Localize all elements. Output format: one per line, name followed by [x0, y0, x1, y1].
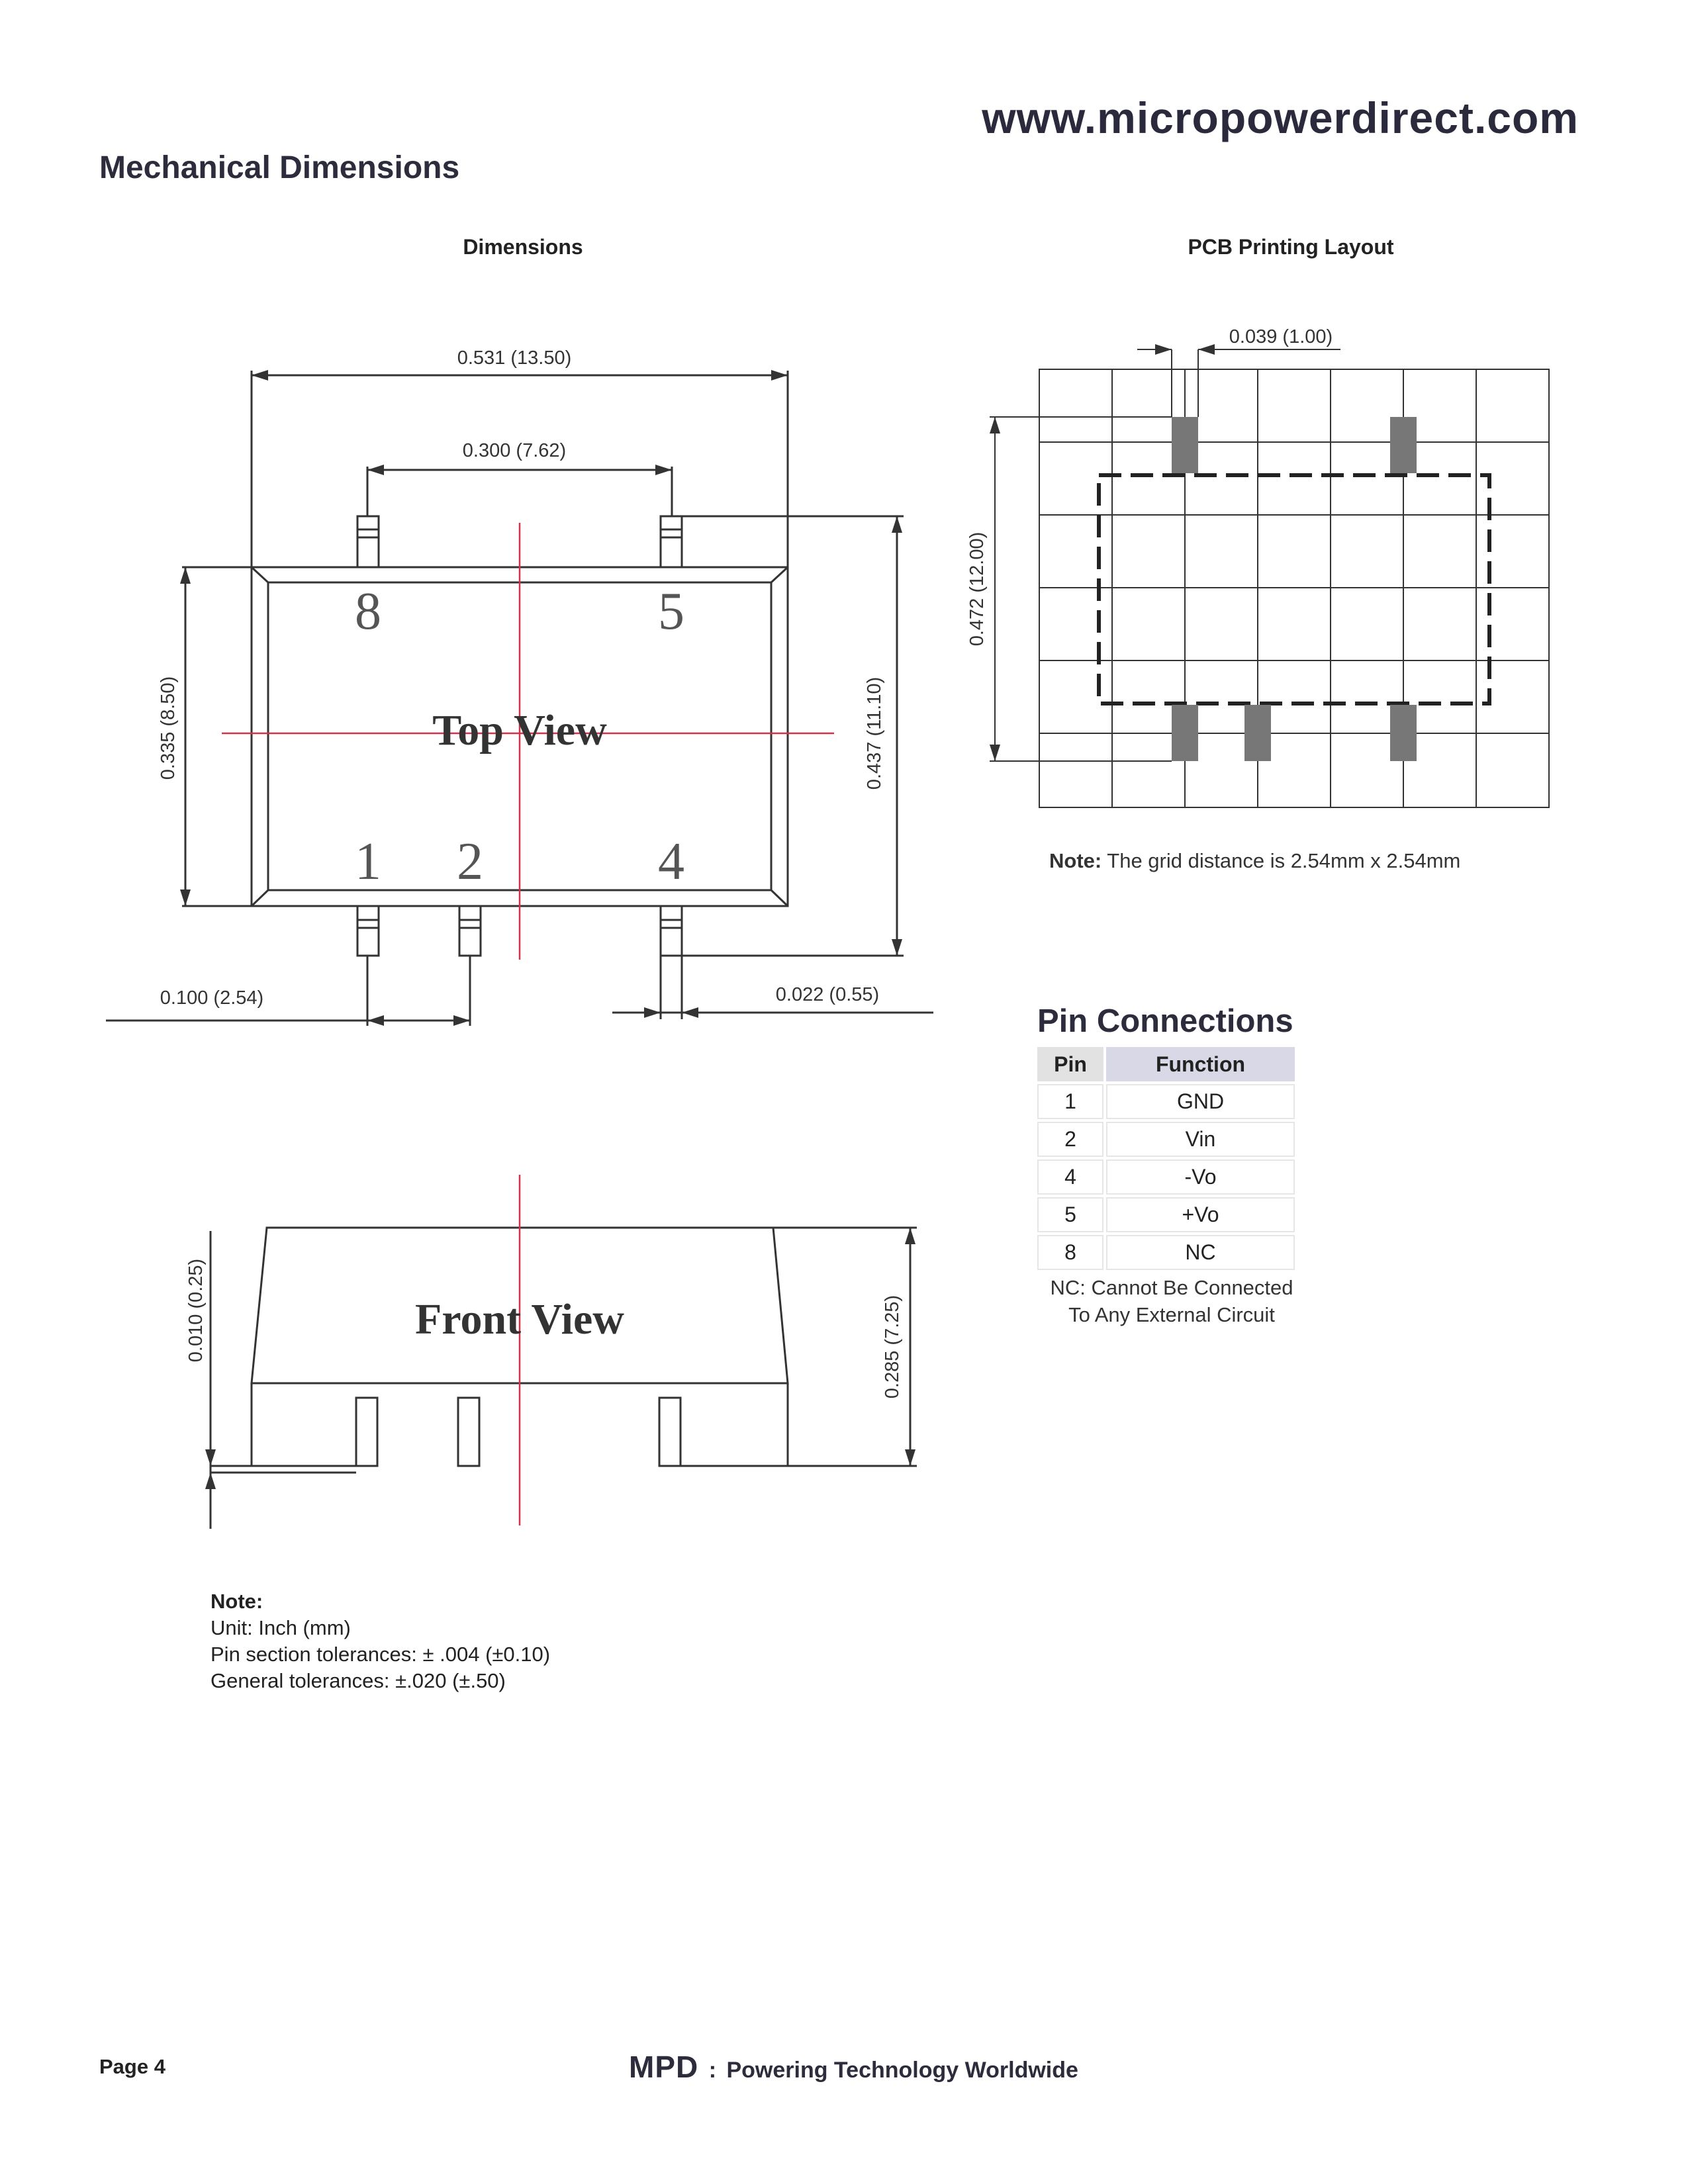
brand-tagline: Powering Technology Worldwide: [726, 2058, 1078, 2083]
front-view-label: Front View: [415, 1295, 624, 1343]
pcb-layout-heading: PCB Printing Layout: [1188, 235, 1394, 259]
nc-note-line-2: To Any External Circuit: [1068, 1303, 1275, 1326]
note-pin-tolerance: Pin section tolerances: ± .004 (±0.10): [211, 1643, 551, 1666]
pin-label-4: 4: [658, 833, 684, 891]
pin-cell: 5: [1037, 1197, 1103, 1232]
website-url: www.micropowerdirect.com: [982, 93, 1579, 142]
dim-pad-span: 0.472 (12.00): [966, 531, 988, 647]
page-label: Page: [99, 2055, 149, 2078]
dimensions-heading: Dimensions: [463, 235, 583, 259]
dim-pin-pitch: 0.100 (2.54): [160, 987, 264, 1009]
pcb-layout-drawing: [960, 311, 1595, 827]
pin-cell: 4: [1037, 1160, 1103, 1195]
pin-label-8: 8: [355, 582, 381, 641]
table-row: [1037, 1197, 1295, 1232]
pcb-note-label: Note:: [1049, 849, 1102, 872]
section-title: Mechanical Dimensions: [99, 150, 460, 185]
function-cell: NC: [1106, 1235, 1295, 1270]
table-row: [1037, 1160, 1295, 1195]
dim-body-height: 0.335 (8.50): [158, 676, 179, 780]
pin-connections-title: Pin Connections: [1037, 1003, 1293, 1039]
dim-pin-width: 0.022 (0.55): [775, 984, 880, 1005]
pin-cell: 1: [1037, 1084, 1103, 1119]
footer-brand: [629, 2049, 1078, 2085]
function-cell: GND: [1106, 1084, 1295, 1119]
table-row: [1037, 1235, 1295, 1270]
brand-separator: :: [708, 2058, 717, 2083]
pin-label-1: 1: [355, 833, 381, 891]
table-row: [1037, 1084, 1295, 1119]
function-cell: Vin: [1106, 1122, 1295, 1157]
nc-note: [1033, 1274, 1311, 1328]
table-header-row: [1037, 1047, 1295, 1081]
table-row: [1037, 1122, 1295, 1157]
nc-note-line-1: NC: Cannot Be Connected: [1050, 1276, 1293, 1299]
note-general-tolerance: General tolerances: ±.020 (±.50): [211, 1669, 506, 1692]
pin-cell: 8: [1037, 1235, 1103, 1270]
dim-standoff: 0.010 (0.25): [185, 1258, 207, 1363]
pin-connections-table: [1035, 1044, 1297, 1273]
dim-pin-row-spacing: 0.300 (7.62): [462, 440, 567, 461]
dimension-notes-label: Note:: [211, 1590, 263, 1613]
page-number: [99, 2055, 165, 2079]
dimension-notes: [211, 1588, 550, 1694]
dim-total-height: 0.285 (7.25): [882, 1295, 903, 1399]
top-view-label: Top View: [432, 706, 607, 754]
dim-pad-width: 0.039 (1.00): [1229, 326, 1333, 347]
pin-cell: 2: [1037, 1122, 1103, 1157]
function-column-header: Function: [1106, 1047, 1295, 1081]
pin-column-header: Pin: [1037, 1047, 1103, 1081]
brand-logo: MPD: [629, 2050, 699, 2084]
front-view-drawing: [0, 1152, 960, 1549]
pin-label-2: 2: [457, 833, 483, 891]
pcb-note-text: The grid distance is 2.54mm x 2.54mm: [1107, 849, 1461, 872]
function-cell: +Vo: [1106, 1197, 1295, 1232]
dim-overall-width: 0.531 (13.50): [457, 347, 572, 369]
pin-label-5: 5: [658, 582, 684, 641]
pcb-grid-note: [1049, 849, 1460, 873]
dim-pin-span: 0.437 (11.10): [864, 676, 885, 790]
top-view-drawing: [0, 0, 960, 1059]
page-number-value: 4: [154, 2055, 165, 2078]
note-unit: Unit: Inch (mm): [211, 1616, 351, 1639]
function-cell: -Vo: [1106, 1160, 1295, 1195]
